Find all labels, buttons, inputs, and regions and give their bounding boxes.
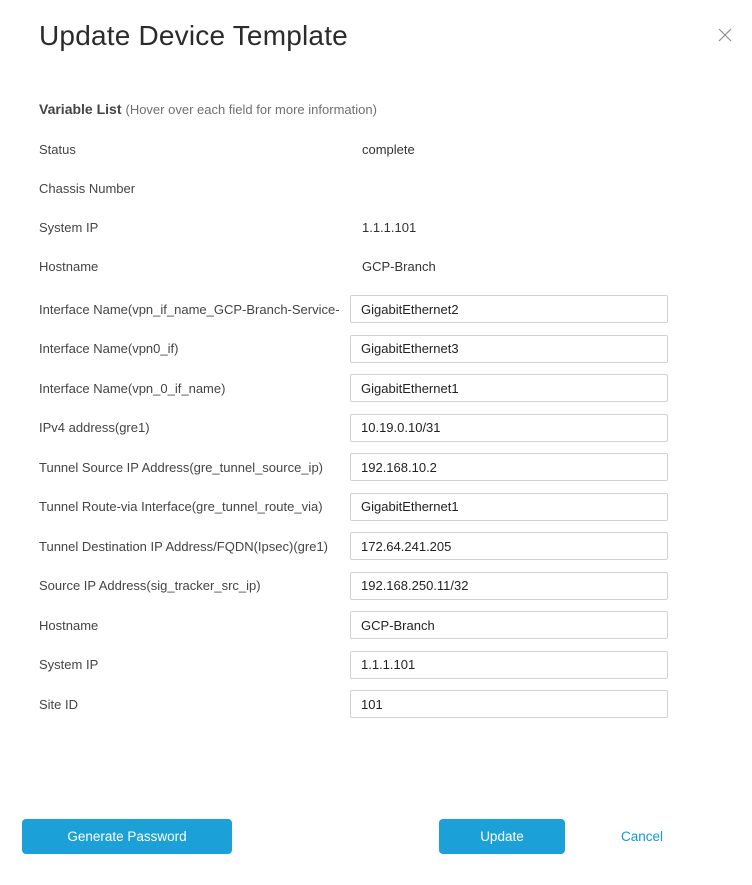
- variable-row-editable: [39, 414, 668, 442]
- variable-input[interactable]: [350, 335, 668, 363]
- editable-variable-rows: [39, 295, 668, 718]
- variable-input[interactable]: [350, 532, 668, 560]
- variable-row-editable: [39, 335, 668, 363]
- variable-value: GCP-Branch: [362, 258, 436, 274]
- variable-input[interactable]: [350, 611, 668, 639]
- variable-input[interactable]: [350, 374, 668, 402]
- variable-input[interactable]: [350, 493, 668, 521]
- variable-input[interactable]: [350, 651, 668, 679]
- variable-input[interactable]: [350, 414, 668, 442]
- variable-row-editable: [39, 493, 668, 521]
- dialog-title: Update Device Template: [39, 20, 348, 51]
- variable-row-editable: [39, 690, 668, 718]
- variable-row-editable: [39, 295, 668, 323]
- variable-input[interactable]: [350, 453, 668, 481]
- variable-row-static: [39, 178, 668, 198]
- variable-label: Interface Name(vpn_if_name_GCP-Branch-Service-: [39, 301, 340, 317]
- variable-label: Hostname: [39, 258, 99, 274]
- variable-label: System IP: [39, 657, 99, 672]
- variable-label: Status: [39, 141, 76, 157]
- variable-input[interactable]: [350, 690, 668, 718]
- variable-value: complete: [362, 141, 415, 157]
- generate-password-button[interactable]: Generate Password: [22, 819, 232, 854]
- variable-label: System IP: [39, 219, 99, 235]
- cancel-link[interactable]: Cancel: [620, 829, 663, 844]
- variable-label: Tunnel Source IP Address(gre_tunnel_source_ip): [39, 459, 324, 475]
- update-button[interactable]: Update: [439, 819, 565, 854]
- variable-label: Chassis Number: [39, 180, 136, 196]
- variable-input[interactable]: [350, 572, 668, 600]
- footer-action-group: [439, 819, 663, 854]
- variable-list-heading: [39, 101, 752, 117]
- close-x-glyph: [718, 28, 732, 42]
- variable-row-static: [39, 256, 668, 276]
- variable-row-editable: [39, 572, 668, 600]
- variable-label: Hostname: [39, 617, 99, 633]
- variable-row-static: [39, 139, 668, 159]
- variable-list-title: Variable List: [39, 101, 122, 117]
- close-icon[interactable]: [716, 26, 734, 44]
- variable-row-editable: [39, 374, 668, 402]
- variable-label: Interface Name(vpn_0_if_name): [39, 380, 226, 396]
- variable-list-hint: (Hover over each field for more information): [125, 102, 377, 117]
- variable-value: 1.1.1.101: [362, 219, 417, 235]
- variable-label: Site ID: [39, 696, 79, 712]
- variable-label: Tunnel Route-via Interface(gre_tunnel_route_via): [39, 499, 323, 514]
- variable-row-editable: [39, 532, 668, 560]
- variable-input[interactable]: [350, 295, 668, 323]
- dialog-footer: [0, 819, 752, 854]
- variable-row-editable: [39, 611, 668, 639]
- static-variable-rows: [39, 139, 668, 276]
- variable-label: IPv4 address(gre1): [39, 420, 150, 435]
- variable-label: Tunnel Destination IP Address/FQDN(Ipsec)(gre1): [39, 538, 329, 554]
- variable-row-editable: [39, 453, 668, 481]
- variable-label: Source IP Address(sig_tracker_src_ip): [39, 578, 261, 593]
- variable-row-static: [39, 217, 668, 237]
- variable-label: Interface Name(vpn0_if): [39, 341, 179, 356]
- variable-row-editable: [39, 651, 668, 679]
